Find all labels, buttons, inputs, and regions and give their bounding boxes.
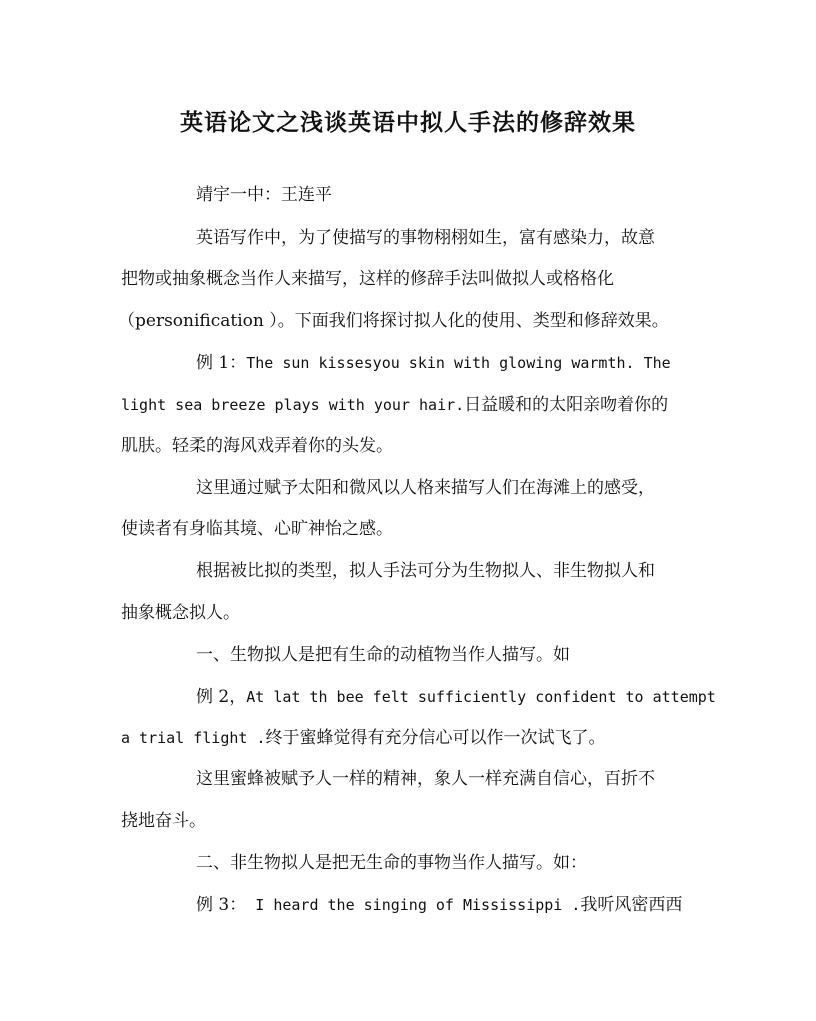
example-3-line-1 [196, 894, 682, 916]
english-text: The sun kissesyou skin with glowing warmth. The [246, 354, 671, 372]
example-1-line-3: 肌肤。轻柔的海风戏弄着你的头发。 [121, 436, 393, 456]
paragraph-line: 这里通过赋予太阳和微风以人格来描写人们在海滩上的感受， [196, 478, 655, 498]
chinese-text: 终于蜜蜂觉得有充分信心可以作一次试飞了。 [265, 728, 606, 748]
example-2-line-1 [196, 686, 716, 708]
english-text: I heard the singing of Mississippi . [246, 896, 581, 914]
example-1-line-2 [121, 394, 668, 416]
paragraph-line: 挠地奋斗。 [121, 811, 206, 831]
section-heading: 二、非生物拟人是把无生命的事物当作人描写。如： [196, 853, 587, 873]
paragraph-line: 把物或抽象概念当作人来描写，这样的修辞手法叫做拟人或格格化 [121, 269, 614, 289]
paragraph-line: 根据被比拟的类型，拟人手法可分为生物拟人、非生物拟人和 [196, 561, 655, 581]
example-label: 例 2， [196, 687, 247, 707]
paragraph-line: （personification ）。下面我们将探讨拟人化的使用、类型和修辞效果。 [118, 311, 669, 331]
paragraph-line: 英语写作中，为了使描写的事物栩栩如生，富有感染力，故意 [196, 228, 655, 248]
example-label: 例 3： [196, 895, 247, 915]
english-text: a trial flight . [121, 729, 266, 747]
example-label: 例 1： [196, 353, 247, 373]
example-1-line-1 [196, 352, 671, 374]
paragraph-line: 使读者有身临其境、心旷神怡之感。 [121, 519, 393, 539]
paragraph-line: 抽象概念拟人。 [121, 603, 240, 623]
chinese-text: 我听风密西西 [580, 895, 683, 915]
author-line: 靖宇一中：王连平 [196, 185, 332, 205]
paragraph-line: 这里蜜蜂被赋予人一样的精神，象人一样充满自信心，百折不 [196, 769, 655, 789]
chinese-text: 日益暖和的太阳亲吻着你的 [464, 395, 669, 415]
english-text: light sea breeze plays with your hair. [121, 396, 465, 414]
english-text: At lat th bee felt sufficiently confident to attempt [246, 688, 716, 706]
example-2-line-2 [121, 727, 606, 749]
document-title: 英语论文之浅谈英语中拟人手法的修辞效果 [180, 109, 636, 136]
section-heading: 一、生物拟人是把有生命的动植物当作人描写。如 [196, 645, 570, 665]
